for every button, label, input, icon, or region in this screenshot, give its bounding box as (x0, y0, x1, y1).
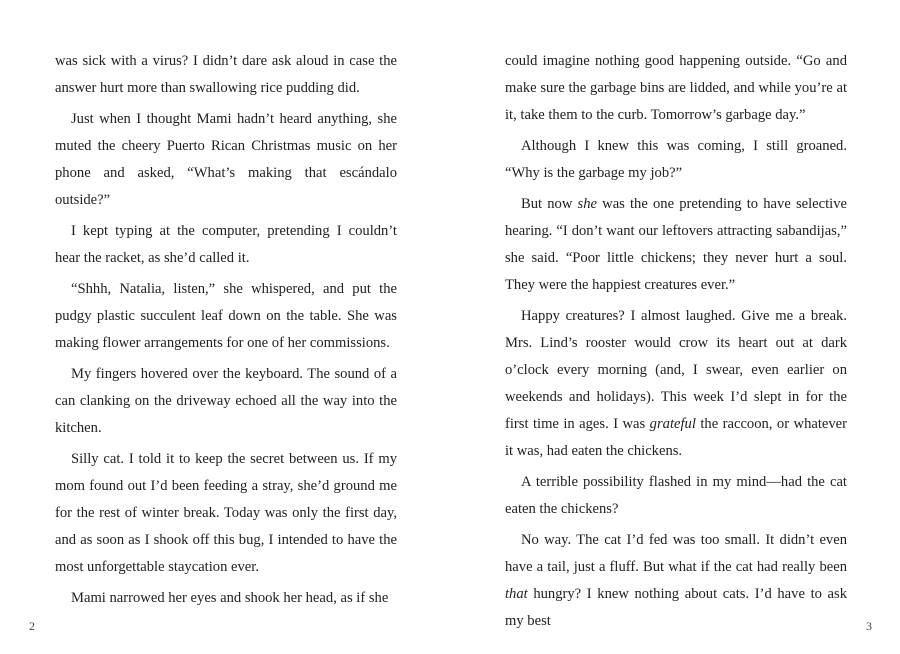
paragraph (505, 191, 847, 299)
text-run: No way. The cat I’d fed was too small. It didn’t even have a tail, just a fluff. But what if the cat had really been (505, 532, 847, 575)
text-run: the raccoon, or whatever it was, had eaten the chickens. (505, 416, 848, 459)
paragraph: Silly cat. I told it to keep the secret between us. If my mom found out I’d been feeding a stray, she’d ground me for the rest of winter break. Today was only the first day, and as soon as I shook off this bug, I intended to have the most unforgettable staycation ever. (55, 451, 397, 575)
paragraph: I kept typing at the computer, pretending I couldn’t hear the racket, as she’d called it. (55, 223, 397, 266)
text-run: Happy creatures? I almost laughed. Give me a break. Mrs. Lind’s rooster would crow its heart out at dark o’clock every morning (and, I swear, even earlier on weekends and holidays). This week I’d slept in for the first time in ages. I was (505, 308, 847, 432)
paragraph (505, 527, 847, 635)
paragraph: Although I knew this was coming, I still groaned. “Why is the garbage my job?” (505, 138, 847, 181)
text-run: was the one pretending to have selective hearing. “I don’t want our leftovers attracting sabandijas,” she said. “Poor little chickens; they never hurt a soul. They were the happiest creatures ever.” (505, 196, 848, 293)
emphasis: she (577, 196, 597, 212)
page-number-left: 2 (29, 619, 35, 633)
paragraph: could imagine nothing good happening outside. “Go and make sure the garbage bins are lidded, and while you’re at it, take them to the curb. Tomorrow’s garbage day.” (505, 53, 847, 123)
page-number-right: 3 (866, 619, 872, 633)
paragraph: My fingers hovered over the keyboard. The sound of a can clanking on the driveway echoed all the way into the kitchen. (55, 366, 397, 436)
paragraph: Just when I thought Mami hadn’t heard anything, she muted the cheery Puerto Rican Christmas music on her phone and asked, “What’s making that escándalo outside?” (55, 111, 397, 208)
emphasis: grateful (649, 416, 696, 432)
paragraph: “Shhh, Natalia, listen,” she whispered, and put the pudgy plastic succulent leaf down on the table. She was making flower arrangements for one of her commissions. (55, 281, 397, 351)
emphasis: that (505, 586, 528, 602)
left-page-text (55, 48, 397, 612)
paragraph (505, 303, 847, 465)
paragraph: A terrible possibility flashed in my mind—had the cat eaten the chickens? (505, 474, 847, 517)
right-page-text (505, 48, 847, 635)
text-run: hungry? I knew nothing about cats. I’d have to ask my best (505, 586, 847, 629)
paragraph: was sick with a virus? I didn’t dare ask aloud in case the answer hurt more than swallowing rice pudding did. (55, 53, 397, 96)
paragraph: Mami narrowed her eyes and shook her head, as if she (71, 590, 389, 606)
text-run: But now (521, 196, 578, 212)
